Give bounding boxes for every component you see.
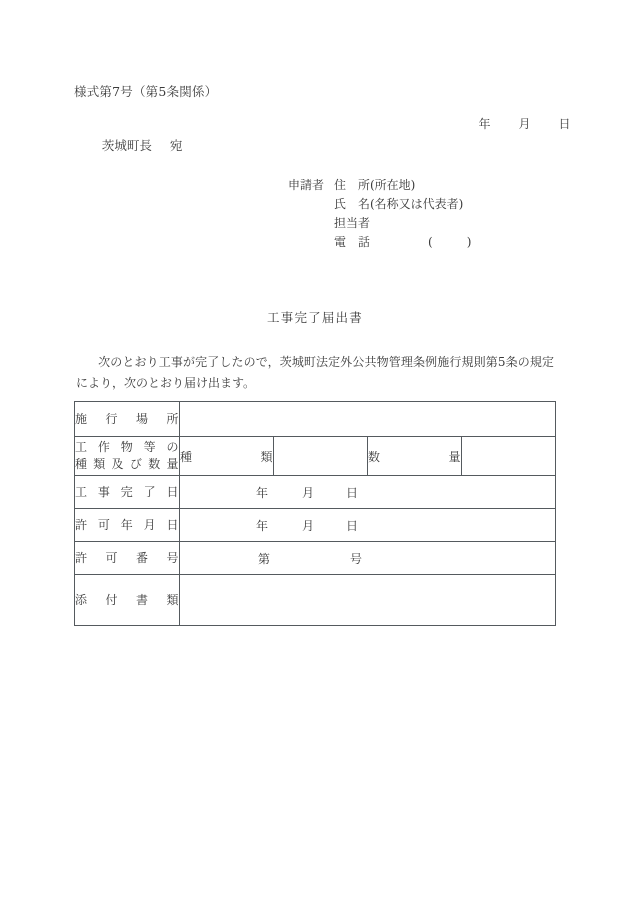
permit-number-suffix: 号 xyxy=(350,551,363,566)
completion-month-label: 月 xyxy=(302,485,315,500)
row-value-attachments[interactable] xyxy=(180,575,556,626)
applicant-heading: 申請者 xyxy=(288,178,325,192)
page-title: 工事完了届出書 xyxy=(267,310,363,325)
applicant-tel-row xyxy=(288,233,471,252)
row-label-permit-date: 許可年月日 xyxy=(75,509,180,542)
completion-year-label: 年 xyxy=(256,485,269,500)
table-row-structure-type xyxy=(75,437,556,476)
date-day-label: 日 xyxy=(558,117,571,131)
applicant-contact-label: 担当者 xyxy=(334,216,371,230)
row-label-structure-type: 工作物等の 種類及び数量 xyxy=(75,437,180,476)
body-text: 次のとおり工事が完了したので，茨城町法定外公共物管理条例施行規則第5条の規定により，次のとおり届け出ます。 xyxy=(76,355,554,390)
table-row-completion-date xyxy=(75,476,556,509)
sub-label-kind: 種 類 xyxy=(180,437,274,476)
row-value-location[interactable] xyxy=(180,402,556,437)
form-table xyxy=(74,401,556,626)
row-value-kind[interactable] xyxy=(274,437,368,476)
applicant-address-row xyxy=(288,176,471,195)
table-row-permit-number xyxy=(75,542,556,575)
permit-day-label: 日 xyxy=(346,518,359,533)
row-value-permit-date[interactable] xyxy=(180,509,556,542)
addressee-honorific: 宛 xyxy=(169,138,183,153)
applicant-tel-label: 電 話 xyxy=(334,235,371,249)
row-value-completion-date[interactable] xyxy=(180,476,556,509)
row-label-attachments: 添付書類 xyxy=(75,575,180,626)
tel-close-paren: ) xyxy=(466,235,472,249)
row-label-permit-number: 許可番号 xyxy=(75,542,180,575)
form-number: 様式第7号（第5条関係） xyxy=(74,84,218,99)
applicant-contact-row xyxy=(288,214,471,233)
permit-year-label: 年 xyxy=(256,518,269,533)
tel-open-paren: ( xyxy=(428,235,433,249)
completion-day-label: 日 xyxy=(346,485,359,500)
row-label-completion-date: 工事完了日 xyxy=(75,476,180,509)
date-month-label: 月 xyxy=(518,117,531,131)
addressee xyxy=(86,121,182,169)
applicant-address-label: 住 所(所在地) xyxy=(334,178,416,192)
applicant-block xyxy=(288,176,471,252)
applicant-name-row xyxy=(288,195,471,214)
permit-number-prefix: 第 xyxy=(258,551,271,566)
body-paragraph xyxy=(76,352,554,394)
row-value-permit-number[interactable] xyxy=(180,542,556,575)
applicant-name-label: 氏 名(名称又は代表者) xyxy=(334,197,464,211)
table-row-location xyxy=(75,402,556,437)
sub-label-quantity: 数 量 xyxy=(368,437,462,476)
table-row-permit-date xyxy=(75,509,556,542)
date-line xyxy=(462,101,571,146)
permit-month-label: 月 xyxy=(302,518,315,533)
row-value-quantity[interactable] xyxy=(462,437,556,476)
date-year-label: 年 xyxy=(478,117,491,131)
addressee-office: 茨城町長 xyxy=(101,138,152,153)
applicant-tel-field xyxy=(370,233,471,252)
row-label-location: 施行場所 xyxy=(75,402,180,437)
table-row-attachments xyxy=(75,575,556,626)
